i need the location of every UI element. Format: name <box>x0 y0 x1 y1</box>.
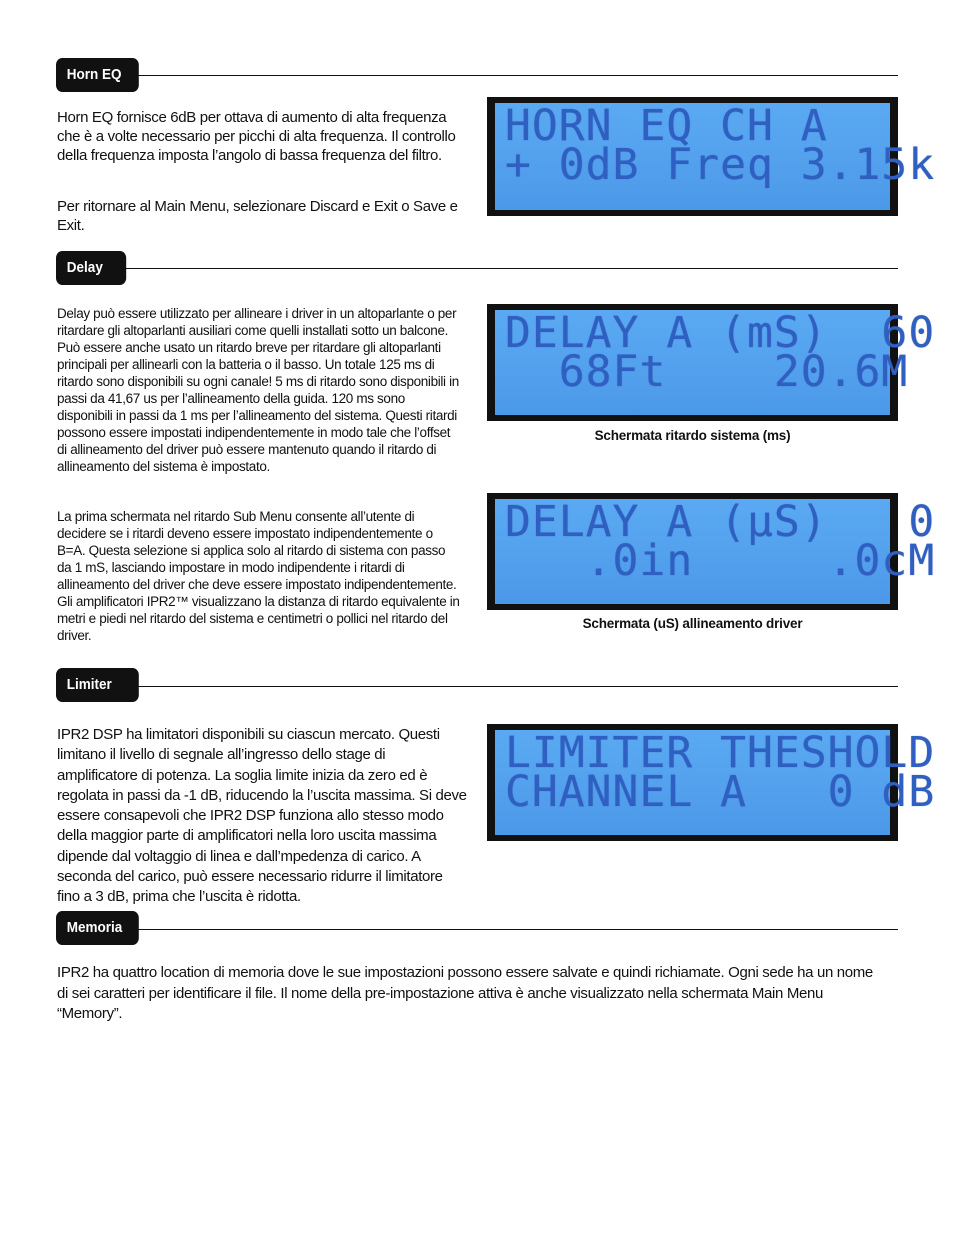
caption-delay-system: Schermata ritardo sistema (ms) <box>594 428 791 443</box>
section-rule-horn-eq <box>138 75 898 76</box>
delay-paragraph-2: La prima schermata nel ritardo Sub Menu consente all’utente di decidere se i ritardi deveno essere impostato indipendentemente o B=A. Questa selezione si applica solo al ritardo di sistema con passo da 1 mS, lasciando impostare in modo indipendente i ritardi di allineamento del driver che deve essere impostato indipendentemente. Gli amplificatori IPR2™ visualizzano la distanza di ritardo equivalente in metri e piedi nel ritardo del sistema e centimetri o pollici nel ritardo del driver. <box>57 509 460 643</box>
lcd-delay-driver-line-2: .0in .0cM <box>505 536 936 586</box>
lcd-limiter-line-1: LIMITER THESHOLD <box>505 728 936 778</box>
lcd-limiter-screen <box>495 728 936 835</box>
lcd-limiter <box>487 724 936 841</box>
memoria-paragraph-1: IPR2 ha quattro location di memoria dove le sue impostazioni possono essere salvate e quindi richiamate. Ogni sede ha un nome di sei caratteri per identificare il file. Il nome della pre-impostazione attiva è anche visualizzato nella schermata Main Menu “Memory”. <box>57 964 873 1022</box>
lcd-horn-eq <box>487 97 936 216</box>
section-tab-limiter: Limiter <box>56 668 139 702</box>
lcd-delay-system-line-2: 68Ft 20.6M <box>505 347 909 397</box>
caption-delay-driver: Schermata (uS) allineamento driver <box>582 616 803 631</box>
lcd-limiter-line-2: CHANNEL A 0 dB <box>505 767 936 817</box>
lcd-delay-system-screen <box>495 308 936 415</box>
lcd-delay-driver-line-1: DELAY A (μS) 0 <box>505 497 936 547</box>
lcd-delay-driver <box>487 493 936 610</box>
horn-eq-paragraph-1: Horn EQ fornisce 6dB per ottava di aumento di alta frequenza che è a volte necessario per picchi di alta frequenza. Il controllo della frequenza imposta l’angolo di bassa frequenza del filtro. <box>57 109 456 164</box>
lcd-horn-eq-line-2: + 0dB Freq 3.15k <box>505 140 936 190</box>
section-tab-delay: Delay <box>56 251 126 285</box>
lcd-delay-system-line-1: DELAY A (mS) 60 <box>505 308 936 358</box>
horn-eq-paragraph-2: Per ritornare al Main Menu, selezionare Discard e Exit o Save e Exit. <box>57 198 458 234</box>
lcd-delay-system <box>487 304 936 421</box>
section-rule-delay <box>124 268 898 269</box>
lcd-horn-eq-screen <box>495 101 936 210</box>
delay-paragraph-1: Delay può essere utilizzato per allineare i driver in un altoparlante o per ritardare gli altoparlanti ausiliari come quelli installati sotto un balcone. Può essere anche usato un ritardo breve per ritardare gli altoparlanti principali per allinearli con la batteria o il basso. Un totale 125 ms di ritardo sono disponibili su ogni canale! 5 ms di ritardo sono disponibili in passi da 41,67 us per l’allineamento della guida. 120 ms sono disponibili in passi da 1 ms per l’allineamento del sistema. Questi ritardi possono essere impostati indipendentemente in modo tale che l’offset di allineamento del driver può essere mantenuto quando il ritardo di allineamento del sistema è impostato. <box>57 306 459 474</box>
lcd-delay-driver-screen <box>495 497 936 604</box>
lcd-horn-eq-line-1: HORN EQ CH A <box>505 101 828 151</box>
section-tab-memoria: Memoria <box>56 911 139 945</box>
limiter-paragraph-1: IPR2 DSP ha limitatori disponibili su ciascun mercato. Questi limitano il livello di segnale all’ingresso dello stage di amplificatore di potenza. La soglia limite inizia da zero ed è regolata in passi da -1 dB, riducendo la l’uscita massima. Si deve essere consapevoli che IPR2 DSP funziona allo stesso modo della maggior parte di amplificatori nella loro uscita massima dipende dal voltaggio di linea e dall’mpedenza di carico. A seconda del carico, può essere necessario ridurre il limitatore fino a 3 dB, prima che l’uscita è ridotta. <box>57 726 467 906</box>
section-rule-limiter <box>138 686 898 687</box>
section-rule-memoria <box>138 929 898 930</box>
section-tab-horn-eq: Horn EQ <box>56 58 139 92</box>
